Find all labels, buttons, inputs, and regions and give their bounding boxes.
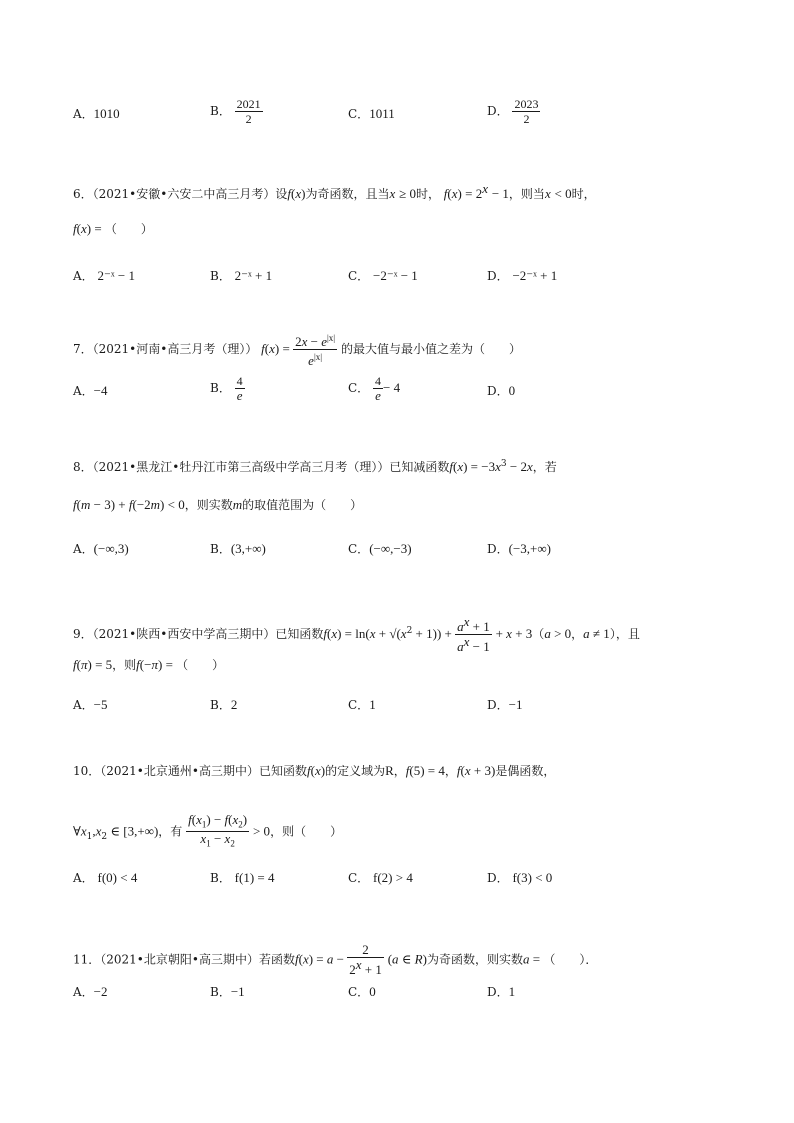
q5-option-b[interactable]: B． $\frac{2021}{2}$ [210,97,261,126]
q6-stem: 6．（2021•安徽•六安二中高三月考）设f(x)为奇函数，且当x ≥ 0时， $f(x) = 2^x - 1$，则当x < 0时， [73,181,596,201]
q6-option-d[interactable]: D． −2⁻ˣ + 1 [487,268,558,283]
q8-option-a[interactable]: A．(−∞,3) [73,541,129,556]
q6-option-a[interactable]: A． 2⁻ˣ − 1 [73,268,135,283]
q8-stem-line2: f(m − 3) + f(−2m) < 0，则实数m的取值范围为（ ） [73,497,363,512]
q9-option-c[interactable]: C．1 [348,697,376,712]
q9-stem-line2: f(π) = 5，则f(−π) = （ ） [73,657,225,672]
q10-option-a[interactable]: A． f(0) < 4 [73,870,138,885]
q9-option-d[interactable]: D．−1 [487,697,523,712]
q7-stem: 7．（2021•河南•高三月考（理）） f(x) = $\frac{2x - e^{|x|}}{e^{|x|}}$ 的最大值与最小值之差为（ ） [73,333,521,368]
q10-stem-line2: $\forall x_1,x_2$ ∈ [3,+∞)，有 $\frac{f(x_1) - f(x_2)}{x_1 - x_2}$ > 0，则（ ） [73,812,343,849]
q6-option-c[interactable]: C． −2⁻ˣ − 1 [348,268,418,283]
q10-condition-fraction: $\frac{f(x_1) - f(x_2)}{x_1 - x_2}$ [188,812,248,849]
q6-stem-line2: f(x) = （ ） [73,221,153,236]
q5-option-a[interactable]: A．1010 [73,106,120,121]
q9-function-fraction: $\frac{a^x + 1}{a^x - 1}$ [457,614,490,654]
q11-option-c[interactable]: C．0 [348,984,376,999]
fraction: $\frac{2021}{2}$ [236,97,261,126]
q10-option-d[interactable]: D． f(3) < 0 [487,870,553,885]
q9-option-b[interactable]: B．2 [210,697,238,712]
q5-option-d[interactable]: D． $\frac{2023}{2}$ [487,97,539,126]
q10-option-b[interactable]: B． f(1) = 4 [210,870,275,885]
q7-option-a[interactable]: A．−4 [73,383,108,398]
q7-function-fraction: $\frac{2x - e^{|x|}}{e^{|x|}}$ [295,333,336,368]
q9-option-a[interactable]: A．−5 [73,697,108,712]
q7-option-b[interactable]: B． $\frac{4}{e}$ [210,374,243,403]
q7-option-c[interactable]: C． $\frac{4}{e}$ − 4 [348,374,401,403]
q8-stem: 8．（2021•黑龙江•牡丹江市第三高级中学高三月考（理））已知减函数$f(x) = -3x^3 - 2x$，若 [73,459,557,474]
fraction: $\frac{4}{e}$ [375,374,382,403]
q11-option-a[interactable]: A．−2 [73,984,108,999]
q9-stem: 9．（2021•陕西•西安中学高三期中）已知函数$f(x) = \ln(x + √(x^2 + 1))$ + $\frac{a^x + 1}{a^x - 1}$ + x + 3（a > 0，a ≠ 1），且 [73,614,640,654]
q10-stem: 10．（2021•北京通州•高三期中）已知函数f(x)的定义域为R，f(5) = 4，f(x + 3)是偶函数， [73,763,556,778]
q10-option-c[interactable]: C． f(2) > 4 [348,870,413,885]
q8-option-b[interactable]: B．(3,+∞) [210,541,266,556]
q11-option-d[interactable]: D．1 [487,984,516,999]
q11-function-fraction: $\frac{2}{2^x + 1}$ [349,942,382,977]
q6-option-b[interactable]: B． 2⁻ˣ + 1 [210,268,273,283]
fraction: $\frac{4}{e}$ [236,374,243,403]
q11-option-b[interactable]: B．−1 [210,984,245,999]
q8-option-c[interactable]: C．(−∞,−3) [348,541,412,556]
fraction: $\frac{2023}{2}$ [514,97,539,126]
q5-option-c[interactable]: C．1011 [348,106,395,121]
q8-option-d[interactable]: D．(−3,+∞) [487,541,551,556]
q11-stem: 11．（2021•北京朝阳•高三期中）若函数f(x) = a − $\frac{2}{2^x + 1}$ (a ∈ R)为奇函数，则实数a = （ ）． [73,942,598,977]
q7-option-d[interactable]: D．0 [487,383,516,398]
